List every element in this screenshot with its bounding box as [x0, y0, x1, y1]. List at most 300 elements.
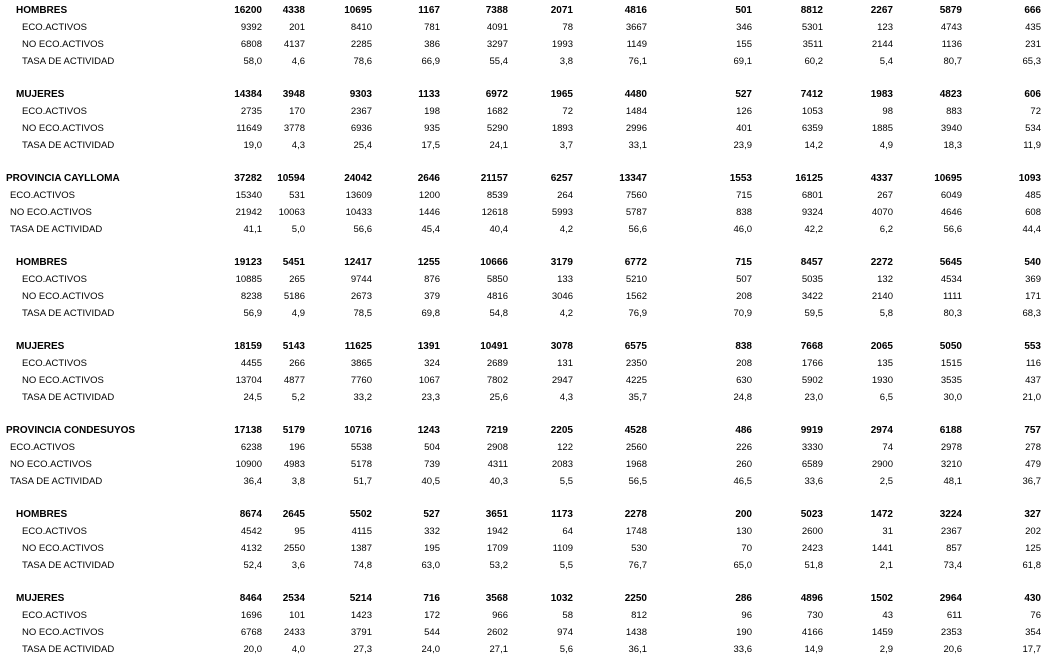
- table-cell: 6801: [801, 190, 823, 201]
- table-cell: 435: [1025, 22, 1041, 33]
- table-cell: 3940: [940, 123, 962, 134]
- table-cell: 56,6: [628, 224, 647, 235]
- table-cell: 4455: [240, 358, 262, 369]
- table-cell: 31: [882, 526, 893, 537]
- table-cell: 501: [735, 5, 752, 16]
- table-cell: 1748: [625, 526, 647, 537]
- table-cell: 1696: [240, 610, 262, 621]
- table-cell: 2144: [871, 39, 893, 50]
- gender-row: [0, 255, 1045, 271]
- row-label: TASA DE ACTIVIDAD: [22, 560, 115, 571]
- row-label: MUJERES: [16, 341, 65, 352]
- table-cell: 1032: [550, 593, 573, 604]
- table-cell: 4,0: [291, 644, 305, 655]
- table-cell: 3568: [485, 593, 508, 604]
- table-cell: 4816: [624, 5, 647, 16]
- table-cell: 17,7: [1022, 644, 1041, 655]
- row-label: NO ECO.ACTIVOS: [10, 459, 92, 470]
- table-cell: 1682: [486, 106, 508, 117]
- table-cell: 267: [877, 190, 893, 201]
- table-row: [0, 188, 1045, 204]
- table-cell: 1965: [550, 89, 573, 100]
- table-cell: 133: [557, 274, 573, 285]
- table-cell: 170: [289, 106, 305, 117]
- table-cell: 56,6: [943, 224, 962, 235]
- table-cell: 14384: [234, 89, 262, 100]
- table-cell: 354: [1025, 627, 1041, 638]
- table-cell: 1993: [551, 39, 573, 50]
- table-cell: 65,3: [1022, 56, 1041, 67]
- table-cell: 10491: [480, 341, 508, 352]
- table-cell: 10594: [277, 173, 305, 184]
- table-cell: 2560: [625, 442, 647, 453]
- table-row: [0, 457, 1045, 473]
- table-cell: 46,0: [733, 224, 752, 235]
- table-cell: 1484: [625, 106, 647, 117]
- table-cell: 172: [424, 610, 440, 621]
- table-cell: 51,8: [804, 560, 823, 571]
- table-cell: 3179: [550, 257, 573, 268]
- table-cell: 51,7: [353, 476, 372, 487]
- table-cell: 2900: [871, 459, 893, 470]
- table-cell: 2433: [283, 627, 305, 638]
- table-cell: 2908: [486, 442, 508, 453]
- table-row: [0, 20, 1045, 36]
- table-cell: 36,7: [1022, 476, 1041, 487]
- table-cell: 4070: [871, 207, 893, 218]
- table-cell: 8238: [240, 291, 262, 302]
- table-cell: 58: [562, 610, 573, 621]
- table-cell: 1149: [626, 39, 647, 50]
- table-cell: 2083: [551, 459, 573, 470]
- table-cell: 1930: [871, 375, 893, 386]
- table-row: [0, 474, 1045, 490]
- row-label: HOMBRES: [16, 509, 68, 520]
- table-row: [0, 390, 1045, 406]
- table-cell: 13609: [345, 190, 372, 201]
- table-cell: 5850: [486, 274, 508, 285]
- table-cell: 2,5: [879, 476, 893, 487]
- table-cell: 6049: [940, 190, 962, 201]
- table-cell: 125: [1025, 543, 1041, 554]
- table-cell: 1553: [729, 173, 752, 184]
- table-cell: 76,9: [628, 308, 647, 319]
- table-cell: 4,3: [291, 140, 305, 151]
- table-cell: 13704: [235, 375, 262, 386]
- table-cell: 5301: [801, 22, 823, 33]
- table-cell: 504: [424, 442, 440, 453]
- table-cell: 327: [1024, 509, 1041, 520]
- table-cell: 8464: [239, 593, 262, 604]
- table-cell: 2367: [350, 106, 372, 117]
- table-cell: 4983: [283, 459, 305, 470]
- table-cell: 4137: [283, 39, 305, 50]
- gender-row: [0, 507, 1045, 523]
- table-cell: 24,0: [421, 644, 440, 655]
- table-cell: 265: [289, 274, 305, 285]
- table-cell: 2996: [625, 123, 647, 134]
- table-cell: 5502: [349, 509, 372, 520]
- row-label: ECO.ACTIVOS: [22, 610, 87, 621]
- table-cell: 715: [736, 190, 752, 201]
- table-cell: 6768: [240, 627, 262, 638]
- row-label: MUJERES: [16, 593, 65, 604]
- table-cell: 41,1: [243, 224, 262, 235]
- row-label: NO ECO.ACTIVOS: [22, 123, 104, 134]
- row-label: MUJERES: [16, 89, 65, 100]
- table-cell: 135: [877, 358, 893, 369]
- table-cell: 1515: [940, 358, 962, 369]
- row-label: NO ECO.ACTIVOS: [22, 375, 104, 386]
- table-cell: 332: [424, 526, 440, 537]
- table-cell: 40,4: [489, 224, 508, 235]
- table-cell: 8457: [800, 257, 823, 268]
- table-row: [0, 205, 1045, 221]
- row-label: NO ECO.ACTIVOS: [22, 291, 104, 302]
- table-cell: 6359: [801, 123, 823, 134]
- table-cell: 195: [424, 543, 440, 554]
- table-cell: 45,4: [421, 224, 440, 235]
- table-cell: 60,2: [804, 56, 823, 67]
- table-cell: 54,8: [489, 308, 508, 319]
- table-row: [0, 524, 1045, 540]
- table-cell: 3,6: [291, 560, 305, 571]
- table-cell: 876: [424, 274, 440, 285]
- row-label: ECO.ACTIVOS: [22, 22, 87, 33]
- table-cell: 739: [424, 459, 440, 470]
- table-cell: 2964: [939, 593, 962, 604]
- table-cell: 5178: [350, 459, 372, 470]
- table-cell: 208: [736, 291, 752, 302]
- table-row: [0, 356, 1045, 372]
- table-cell: 10716: [344, 425, 372, 436]
- table-cell: 122: [557, 442, 573, 453]
- table-cell: 2689: [486, 358, 508, 369]
- table-cell: 4091: [486, 22, 508, 33]
- table-cell: 3078: [550, 341, 573, 352]
- table-cell: 812: [631, 610, 647, 621]
- table-cell: 70,9: [733, 308, 752, 319]
- table-cell: 757: [1024, 425, 1041, 436]
- table-cell: 1391: [417, 341, 440, 352]
- table-cell: 17138: [234, 425, 262, 436]
- table-cell: 1502: [870, 593, 893, 604]
- table-cell: 6,5: [879, 392, 893, 403]
- table-cell: 369: [1025, 274, 1041, 285]
- table-cell: 883: [946, 106, 962, 117]
- row-label: TASA DE ACTIVIDAD: [22, 56, 115, 67]
- table-cell: 666: [1024, 5, 1041, 16]
- table-cell: 5,6: [559, 644, 573, 655]
- table-cell: 2534: [282, 593, 305, 604]
- table-cell: 6257: [550, 173, 573, 184]
- row-label: TASA DE ACTIVIDAD: [22, 308, 115, 319]
- table-cell: 9303: [349, 89, 372, 100]
- table-cell: 1459: [871, 627, 893, 638]
- table-cell: 24,8: [733, 392, 752, 403]
- table-row: [0, 306, 1045, 322]
- table-cell: 437: [1025, 375, 1041, 386]
- table-cell: 43: [882, 610, 893, 621]
- row-label: NO ECO.ACTIVOS: [10, 207, 92, 218]
- table-cell: 2285: [350, 39, 372, 50]
- table-cell: 266: [289, 358, 305, 369]
- table-cell: 55,4: [489, 56, 508, 67]
- table-cell: 1562: [625, 291, 647, 302]
- table-cell: 1438: [625, 627, 647, 638]
- table-cell: 4,2: [559, 308, 573, 319]
- table-row: [0, 104, 1045, 120]
- table-cell: 18,3: [943, 140, 962, 151]
- table-cell: 3,8: [291, 476, 305, 487]
- table-cell: 226: [736, 442, 752, 453]
- table-cell: 4,6: [291, 56, 305, 67]
- table-cell: 3778: [283, 123, 305, 134]
- table-cell: 531: [289, 190, 305, 201]
- table-cell: 190: [736, 627, 752, 638]
- table-cell: 42,2: [804, 224, 823, 235]
- table-cell: 1387: [350, 543, 372, 554]
- table-cell: 2645: [282, 509, 305, 520]
- table-row: [0, 37, 1045, 53]
- table-row: [0, 289, 1045, 305]
- table-cell: 1053: [801, 106, 823, 117]
- table-cell: 1200: [418, 190, 440, 201]
- table-cell: 1136: [941, 39, 962, 50]
- table-cell: 5210: [625, 274, 647, 285]
- table-cell: 3046: [551, 291, 573, 302]
- table-cell: 530: [631, 543, 647, 554]
- table-cell: 4896: [800, 593, 823, 604]
- row-label: TASA DE ACTIVIDAD: [22, 644, 115, 655]
- table-cell: 131: [557, 358, 573, 369]
- table-cell: 33,2: [353, 392, 372, 403]
- table-cell: 379: [424, 291, 440, 302]
- table-cell: 44,4: [1022, 224, 1041, 235]
- table-cell: 5993: [551, 207, 573, 218]
- table-cell: 2550: [283, 543, 305, 554]
- table-cell: 14,2: [804, 140, 823, 151]
- table-cell: 5179: [282, 425, 305, 436]
- table-cell: 544: [424, 627, 440, 638]
- row-label: ECO.ACTIVOS: [22, 106, 87, 117]
- table-cell: 3667: [625, 22, 647, 33]
- table-cell: 6772: [624, 257, 647, 268]
- table-cell: 20,6: [943, 644, 962, 655]
- table-cell: 485: [1025, 190, 1041, 201]
- table-cell: 286: [735, 593, 752, 604]
- table-cell: 1167: [418, 5, 440, 16]
- table-cell: 23,3: [421, 392, 440, 403]
- province-row: [0, 423, 1045, 439]
- table-cell: 2,1: [879, 560, 893, 571]
- table-cell: 8674: [239, 509, 262, 520]
- table-cell: 132: [877, 274, 893, 285]
- table-cell: 974: [557, 627, 573, 638]
- table-cell: 716: [423, 593, 440, 604]
- table-cell: 1067: [418, 375, 440, 386]
- table-cell: 4132: [240, 543, 262, 554]
- table-cell: 11649: [236, 123, 262, 134]
- table-cell: 5050: [939, 341, 962, 352]
- row-label: NO ECO.ACTIVOS: [22, 627, 104, 638]
- table-cell: 2974: [870, 425, 893, 436]
- table-cell: 16125: [795, 173, 823, 184]
- table-cell: 4542: [240, 526, 262, 537]
- table-cell: 4,2: [559, 224, 573, 235]
- table-cell: 6589: [801, 459, 823, 470]
- table-cell: 63,0: [421, 560, 440, 571]
- table-cell: 36,1: [628, 644, 647, 655]
- table-cell: 5035: [801, 274, 823, 285]
- table-cell: 4816: [486, 291, 508, 302]
- table-cell: 1255: [417, 257, 440, 268]
- table-cell: 1942: [486, 526, 508, 537]
- table-cell: 116: [1025, 358, 1041, 369]
- table-cell: 7219: [485, 425, 508, 436]
- table-cell: 65,0: [733, 560, 752, 571]
- table-cell: 126: [736, 106, 752, 117]
- table-cell: 838: [736, 207, 752, 218]
- table-cell: 64: [562, 526, 573, 537]
- table-cell: 198: [424, 106, 440, 117]
- table-cell: 33,1: [628, 140, 647, 151]
- table-row: [0, 121, 1045, 137]
- table-cell: 10695: [934, 173, 962, 184]
- table-cell: 1173: [551, 509, 573, 520]
- table-cell: 2,9: [879, 644, 893, 655]
- table-cell: 2423: [801, 543, 823, 554]
- table-cell: 7802: [486, 375, 508, 386]
- table-cell: 69,8: [421, 308, 440, 319]
- table-cell: 730: [807, 610, 823, 621]
- table-cell: 2646: [417, 173, 440, 184]
- table-cell: 72: [562, 106, 573, 117]
- table-cell: 527: [423, 509, 440, 520]
- table-cell: 202: [1025, 526, 1041, 537]
- table-cell: 76: [1030, 610, 1041, 621]
- table-cell: 72: [1030, 106, 1041, 117]
- table-cell: 4338: [282, 5, 305, 16]
- table-cell: 401: [736, 123, 752, 134]
- table-cell: 25,6: [489, 392, 508, 403]
- table-cell: 98: [882, 106, 893, 117]
- table-cell: 608: [1025, 207, 1041, 218]
- row-label: ECO.ACTIVOS: [22, 274, 87, 285]
- table-cell: 553: [1024, 341, 1041, 352]
- table-cell: 6808: [240, 39, 262, 50]
- table-cell: 68,3: [1022, 308, 1041, 319]
- table-cell: 5,8: [879, 308, 893, 319]
- table-cell: 5143: [282, 341, 305, 352]
- table-cell: 10885: [235, 274, 262, 285]
- table-cell: 69,1: [733, 56, 752, 67]
- table-cell: 1093: [1018, 173, 1041, 184]
- table-cell: 3511: [802, 39, 823, 50]
- table-cell: 4166: [801, 627, 823, 638]
- table-cell: 74: [882, 442, 893, 453]
- table-cell: 430: [1024, 593, 1041, 604]
- table-cell: 8539: [486, 190, 508, 201]
- table-cell: 5,0: [291, 224, 305, 235]
- table-cell: 534: [1025, 123, 1041, 134]
- table-cell: 96: [741, 610, 752, 621]
- row-label: NO ECO.ACTIVOS: [22, 39, 104, 50]
- table-cell: 6238: [240, 442, 262, 453]
- table-cell: 171: [1025, 291, 1041, 302]
- table-cell: 278: [1025, 442, 1041, 453]
- table-cell: 10433: [345, 207, 372, 218]
- table-cell: 1709: [486, 543, 508, 554]
- table-cell: 1983: [870, 89, 893, 100]
- table-cell: 606: [1024, 89, 1041, 100]
- table-cell: 3948: [282, 89, 305, 100]
- table-row: [0, 625, 1045, 641]
- table-cell: 5214: [349, 593, 372, 604]
- table-cell: 78: [562, 22, 573, 33]
- table-cell: 11,9: [1023, 140, 1041, 151]
- table-cell: 2367: [940, 526, 962, 537]
- table-cell: 1111: [942, 291, 962, 302]
- table-row: [0, 222, 1045, 238]
- table-cell: 78,6: [353, 56, 372, 67]
- table-cell: 4823: [939, 89, 962, 100]
- table-cell: 935: [424, 123, 440, 134]
- table-cell: 7760: [350, 375, 372, 386]
- table-cell: 40,5: [421, 476, 440, 487]
- table-cell: 66,9: [421, 56, 440, 67]
- table-cell: 630: [736, 375, 752, 386]
- table-cell: 5290: [486, 123, 508, 134]
- table-cell: 4337: [870, 173, 893, 184]
- table-cell: 6936: [350, 123, 372, 134]
- table-cell: 5023: [800, 509, 823, 520]
- table-cell: 9744: [350, 274, 372, 285]
- table-cell: 857: [946, 543, 962, 554]
- table-cell: 25,4: [353, 140, 372, 151]
- row-label: TASA DE ACTIVIDAD: [22, 140, 115, 151]
- table-cell: 5451: [282, 257, 305, 268]
- table-cell: 18159: [234, 341, 262, 352]
- table-cell: 838: [735, 341, 752, 352]
- row-label: NO ECO.ACTIVOS: [22, 543, 104, 554]
- province-row: [0, 171, 1045, 187]
- table-cell: 6575: [624, 341, 647, 352]
- table-cell: 540: [1024, 257, 1041, 268]
- table-cell: 1472: [870, 509, 893, 520]
- table-cell: 5902: [801, 375, 823, 386]
- table-cell: 386: [424, 39, 440, 50]
- table-cell: 3535: [940, 375, 962, 386]
- table-cell: 73,4: [943, 560, 962, 571]
- table-cell: 101: [289, 610, 305, 621]
- table-cell: 2205: [550, 425, 573, 436]
- table-cell: 61,8: [1022, 560, 1041, 571]
- row-label: ECO.ACTIVOS: [22, 358, 87, 369]
- table-cell: 19,0: [243, 140, 262, 151]
- table-cell: 1893: [551, 123, 573, 134]
- table-cell: 21157: [480, 173, 508, 184]
- table-cell: 324: [424, 358, 440, 369]
- table-cell: 527: [735, 89, 752, 100]
- table-cell: 16200: [234, 5, 262, 16]
- gender-row: [0, 591, 1045, 607]
- table-cell: 2065: [870, 341, 893, 352]
- table-cell: 208: [736, 358, 752, 369]
- table-cell: 4528: [624, 425, 647, 436]
- row-label: ECO.ACTIVOS: [22, 526, 87, 537]
- table-cell: 5645: [939, 257, 962, 268]
